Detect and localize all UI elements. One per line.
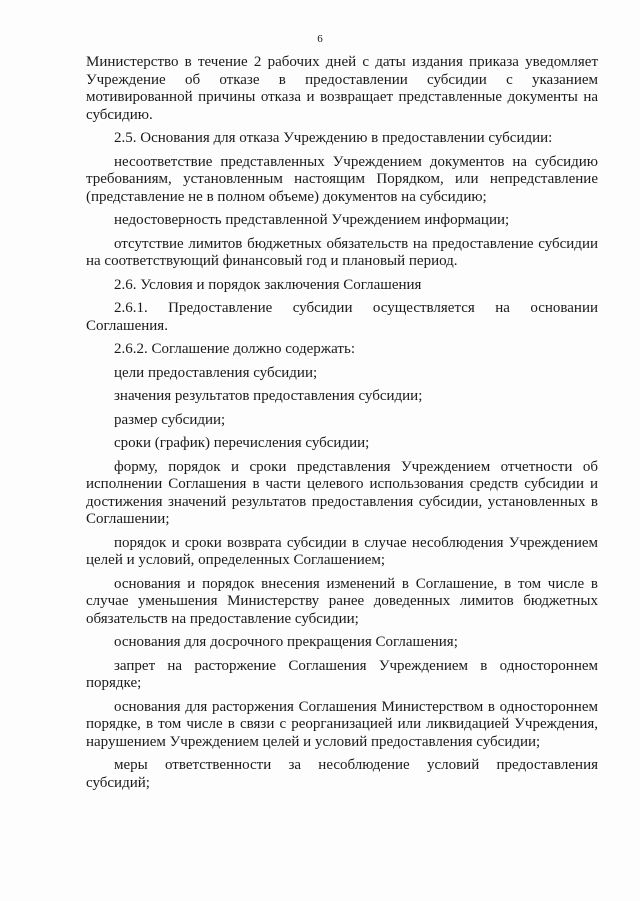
list-item-early-termination: основания для досрочного прекращения Соглашения; [114, 634, 458, 650]
page-number: 6 [317, 33, 323, 45]
paragraph-refusal-reason-2: недостоверность представленной Учреждением информации; [114, 212, 510, 228]
paragraph-refusal-reason-3: отсутствие лимитов бюджетных обязательств на предоставление субсидии на соответствующий финансовый год и плановый период. [86, 235, 598, 269]
list-item-liability: меры ответственности за несоблюдение условий предоставления субсидий; [86, 757, 598, 791]
paragraph-ministry-notice: Министерство в течение 2 рабочих дней с даты издания приказа уведомляет Учреждение об отказе в предоставлении субсидии с указанием мотивированной причины отказа и возвращает представленные документы на субсидию. [86, 54, 598, 123]
section-2-6-1: 2.6.1. Предоставление субсидии осуществляется на основании Соглашения. [86, 300, 598, 334]
document-body [86, 54, 598, 798]
section-heading-2-5: 2.5. Основания для отказа Учреждению в предоставлении субсидии: [114, 130, 553, 146]
list-item-amount: размер субсидии; [114, 411, 226, 428]
list-item-return: порядок и сроки возврата субсидии в случае несоблюдения Учреждением целей и условий, определенных Соглашением; [86, 534, 598, 568]
list-item-unilateral-ban: запрет на расторжение Соглашения Учреждением в одностороннем порядке; [86, 657, 598, 691]
list-item-ministry-termination: основания для расторжения Соглашения Министерством в одностороннем порядке, в том числе в связи с реорганизацией или ликвидацией Учреждения, нарушением Учреждением целей и условий предоставления субсидии; [86, 698, 598, 750]
list-item-schedule: сроки (график) перечисления субсидии; [114, 435, 370, 451]
list-item-results: значения результатов предоставления субсидии; [114, 388, 423, 404]
list-item-goals: цели предоставления субсидии; [114, 364, 318, 381]
list-item-amendments: основания и порядок внесения изменений в Соглашение, в том числе в случае уменьшения Министерству ранее доведенных лимитов бюджетных обязательств на предоставление субсидии; [86, 575, 598, 627]
paragraph-refusal-reason-1: несоответствие представленных Учреждением документов на субсидию требованиям, установленным настоящим Порядком, или непредставление (представление не в полном объеме) документов на субсидию; [86, 153, 598, 205]
section-heading-2-6: 2.6. Условия и порядок заключения Соглашения [114, 276, 422, 293]
section-2-6-2: 2.6.2. Соглашение должно содержать: [114, 341, 355, 357]
list-item-reporting: форму, порядок и сроки представления Учреждением отчетности об исполнении Соглашения в части целевого использования средств субсидии и достижения значений результатов предоставления субсидии, установленных в Соглашении; [86, 458, 598, 527]
